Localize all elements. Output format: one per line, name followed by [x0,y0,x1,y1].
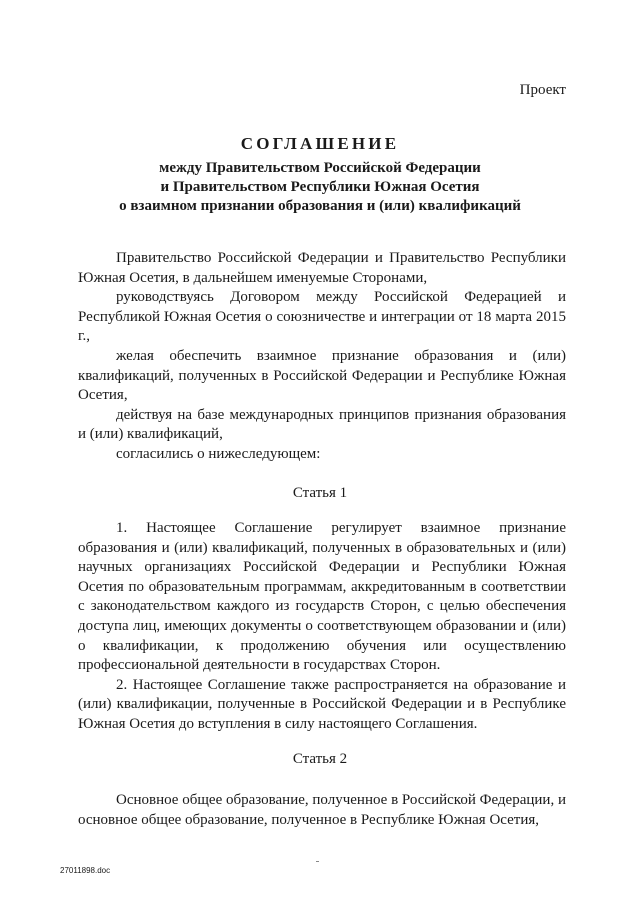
subtitle-line: о взаимном признании образования и (или) квалификаций [119,198,521,214]
preamble [78,249,566,465]
article-1-heading: Статья 1 [292,485,348,501]
article-paragraph: 1. Настоящее Соглашение регулирует взаимное признание образования и (или) квалификаций, полученных в образовательных и (или) научных организациях Российской Федерации и Республики Южная Осетия по образовательным программам, аккредитованным в соответствии с законодательством каждого из государств Сторон, с целью обеспечения доступа лиц, имеющих документы о соответствующем образовании и (или) о квалификации, к продолжению обучения или осуществлению профессиональной деятельности в государствах Сторон. [78,520,566,674]
file-name-footer: 27011898.doc [60,866,111,875]
page-mark [316,861,319,862]
preamble-paragraph: руководствуясь Договором между Российской Федерацией и Республикой Южная Осетия о союзничестве и интеграции от 18 марта 2015 г., [78,289,566,345]
article-paragraph: 2. Настоящее Соглашение также распространяется на образование и (или) квалификации, полученные в Российской Федерации и в Республике Южная Осетия до вступления в силу настоящего Соглашения. [78,676,566,732]
subtitle-line: между Правительством Российской Федерации [159,160,481,176]
preamble-paragraph: желая обеспечить взаимное признание образования и (или) квалификаций, полученных в Российской Федерации и Республике Южная Осетия, [78,347,566,404]
preamble-paragraph: Правительство Российской Федерации и Правительство Республики Южная Осетия, в дальнейшем именуемые Сторонами, [78,250,566,286]
preamble-paragraph: действуя на базе международных принципов признания образования и (или) квалификаций, [78,406,566,443]
article-paragraph: Основное общее образование, полученное в Российской Федерации, и основное общее образование, полученное в Республике Южная Осетия, [78,792,566,828]
preamble-paragraph: согласились о нижеследующем: [116,445,321,462]
agreement-title: СОГЛАШЕНИЕ [240,134,400,153]
article-1-body [78,519,566,735]
article-2-heading: Статья 2 [292,751,348,767]
subtitle-line: и Правительством Республики Южная Осетия [160,179,480,195]
agreement-subtitle [60,159,580,216]
draft-stamp: Проект [519,82,566,98]
article-2-body [78,791,566,830]
